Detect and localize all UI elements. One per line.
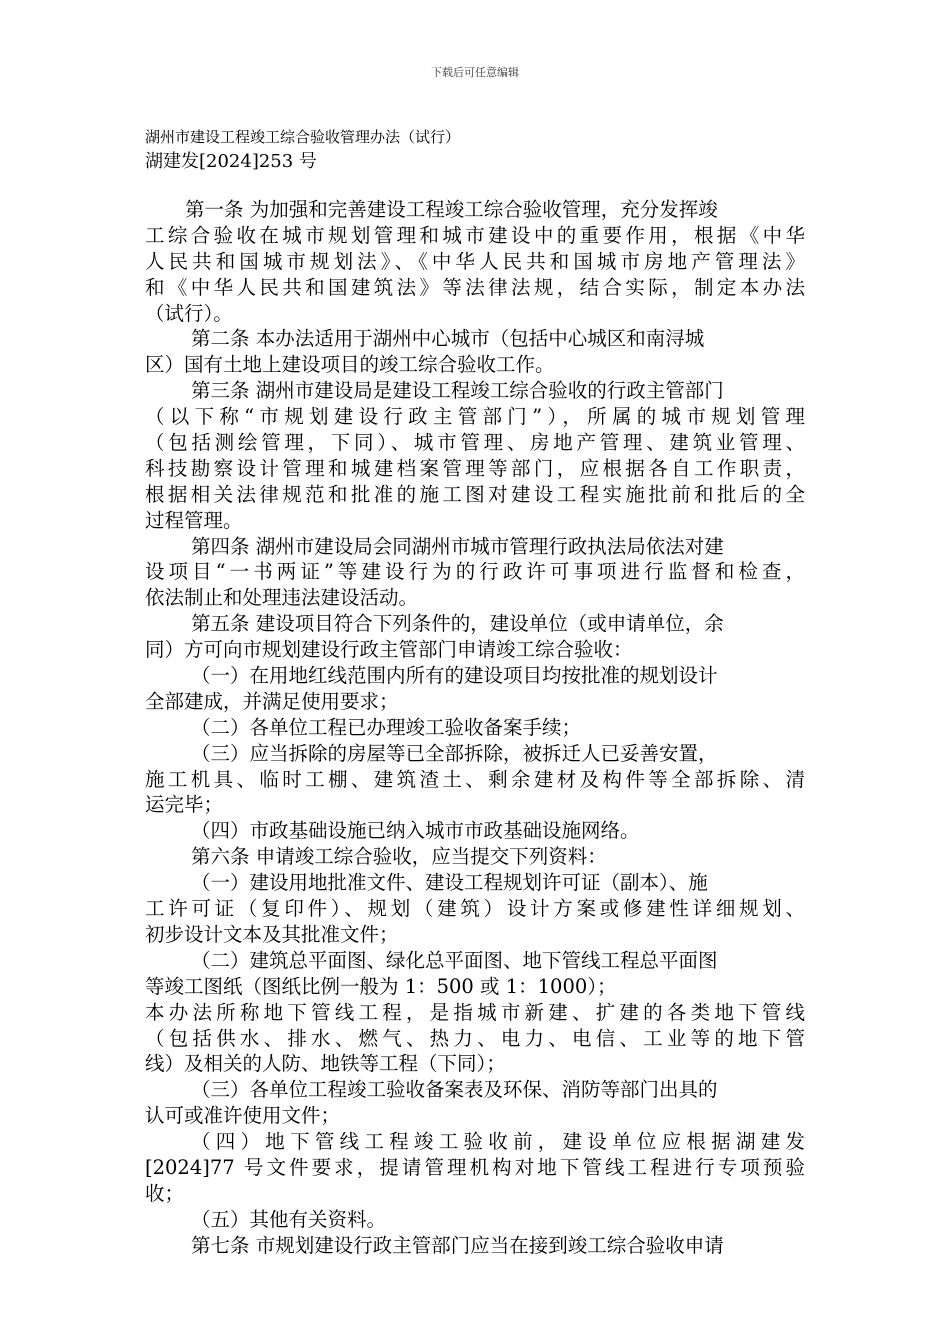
article-5-item-line: （三）应当拆除的房屋等已全部拆除，被拆迁人已妥善安置， bbox=[191, 741, 718, 765]
article-5-item-line: （四）市政基础设施已纳入城市市政基础设施网络。 bbox=[191, 819, 640, 843]
article-5-item-line: 运完毕； bbox=[145, 793, 224, 817]
article-6-item-line: 等竣工图纸（图纸比例一般为 1：500 或 1：1000）； bbox=[145, 974, 617, 998]
article-6-note-line: 本办法所称地下管线工程，是指城市新建、扩建的各类地下管线 bbox=[145, 1000, 805, 1024]
article-6-item-line: 初步设计文本及其批准文件； bbox=[145, 922, 399, 946]
article-4-line: 设项目“一书两证”等建设行为的行政许可事项进行监督和检查， bbox=[145, 560, 805, 584]
article-2-line: 区）国有土地上建设项目的竣工综合验收工作。 bbox=[145, 353, 555, 377]
article-5-item-line: 全部建成，并满足使用要求； bbox=[145, 689, 399, 713]
article-6-item-line: （三）各单位工程竣工验收备案表及环保、消防等部门出具的 bbox=[191, 1078, 718, 1102]
article-6-item-line: （二）建筑总平面图、绿化总平面图、地下管线工程总平面图 bbox=[191, 948, 718, 972]
article-5-item-line: 施工机具、临时工棚、建筑渣土、剩余建材及构件等全部拆除、清 bbox=[145, 767, 805, 791]
article-6-item-line: （四）地下管线工程竣工验收前，建设单位应根据湖建发 bbox=[191, 1130, 805, 1154]
article-3-line: 第三条 湖州市建设局是建设工程竣工综合验收的行政主管部门 bbox=[191, 379, 724, 403]
document-title: 湖州市建设工程竣工综合验收管理办法（试行） bbox=[145, 128, 461, 146]
article-4-line: 依法制止和处理违法建设活动。 bbox=[145, 586, 419, 610]
article-6-item-line: [2024]77 号文件要求，提请管理机构对地下管线工程进行专项预验 bbox=[145, 1155, 805, 1179]
article-1-line: （试行）。 bbox=[145, 301, 233, 325]
article-2-line: 第二条 本办法适用于湖州中心城市（包括中心城区和南浔城 bbox=[191, 327, 705, 351]
article-1-line: 工综合验收在城市规划管理和城市建设中的重要作用，根据《中华 bbox=[145, 223, 805, 247]
article-6-item-line: 认可或准许使用文件； bbox=[145, 1104, 341, 1128]
article-5-line: 第五条 建设项目符合下列条件的，建设单位（或申请单位，余 bbox=[191, 612, 724, 636]
article-4-line: 第四条 湖州市建设局会同湖州市城市管理行政执法局依法对建 bbox=[191, 534, 724, 558]
article-5-line: 同）方可向市规划建设行政主管部门申请竣工综合验收： bbox=[145, 638, 633, 662]
article-7-line: 第七条 市规划建设行政主管部门应当在接到竣工综合验收申请 bbox=[191, 1233, 724, 1257]
article-6-item-line: 收； bbox=[145, 1181, 185, 1205]
article-6-item-line: 工许可证（复印件）、规划（建筑）设计方案或修建性详细规划、 bbox=[145, 897, 805, 921]
header-note: 下载后可任意编辑 bbox=[431, 66, 519, 79]
article-3-line: 过程管理。 bbox=[145, 508, 243, 532]
article-3-line: （以下称“市规划建设行政主管部门”），所属的城市规划管理 bbox=[145, 405, 805, 429]
article-1-line: 和《中华人民共和国建筑法》等法律法规，结合实际，制定本办法 bbox=[145, 275, 805, 299]
article-3-line: （包括测绘管理，下同）、城市管理、房地产管理、建筑业管理、 bbox=[145, 431, 805, 455]
article-6-note-line: 线）及相关的人防、地铁等工程（下同）； bbox=[145, 1052, 506, 1076]
document-body bbox=[145, 197, 805, 1259]
article-6-line: 第六条 申请竣工综合验收，应当提交下列资料： bbox=[191, 845, 607, 869]
article-3-line: 根据相关法律规范和批准的施工图对建设工程实施批前和批后的全 bbox=[145, 482, 805, 506]
article-6-item-line: （一）建设用地批准文件、建设工程规划许可证（副本）、施 bbox=[191, 871, 708, 895]
article-3-line: 科技勘察设计管理和城建档案管理等部门，应根据各自工作职责， bbox=[145, 456, 805, 480]
article-6-note-line: （包括供水、排水、燃气、热力、电力、电信、工业等的地下管 bbox=[145, 1026, 805, 1050]
article-5-item-line: （二）各单位工程已办理竣工验收备案手续； bbox=[191, 715, 582, 739]
document-number: 湖建发[2024]253 号 bbox=[145, 151, 317, 172]
article-1-line: 第一条 为加强和完善建设工程竣工综合验收管理，充分发挥竣 bbox=[185, 198, 718, 221]
article-1-line: 人民共和国城市规划法》、《中华人民共和国城市房地产管理法》 bbox=[145, 249, 805, 273]
article-6-item-line: （五）其他有关资料。 bbox=[191, 1207, 387, 1231]
article-5-item-line: （一）在用地红线范围内所有的建设项目均按批准的规划设计 bbox=[191, 664, 718, 688]
